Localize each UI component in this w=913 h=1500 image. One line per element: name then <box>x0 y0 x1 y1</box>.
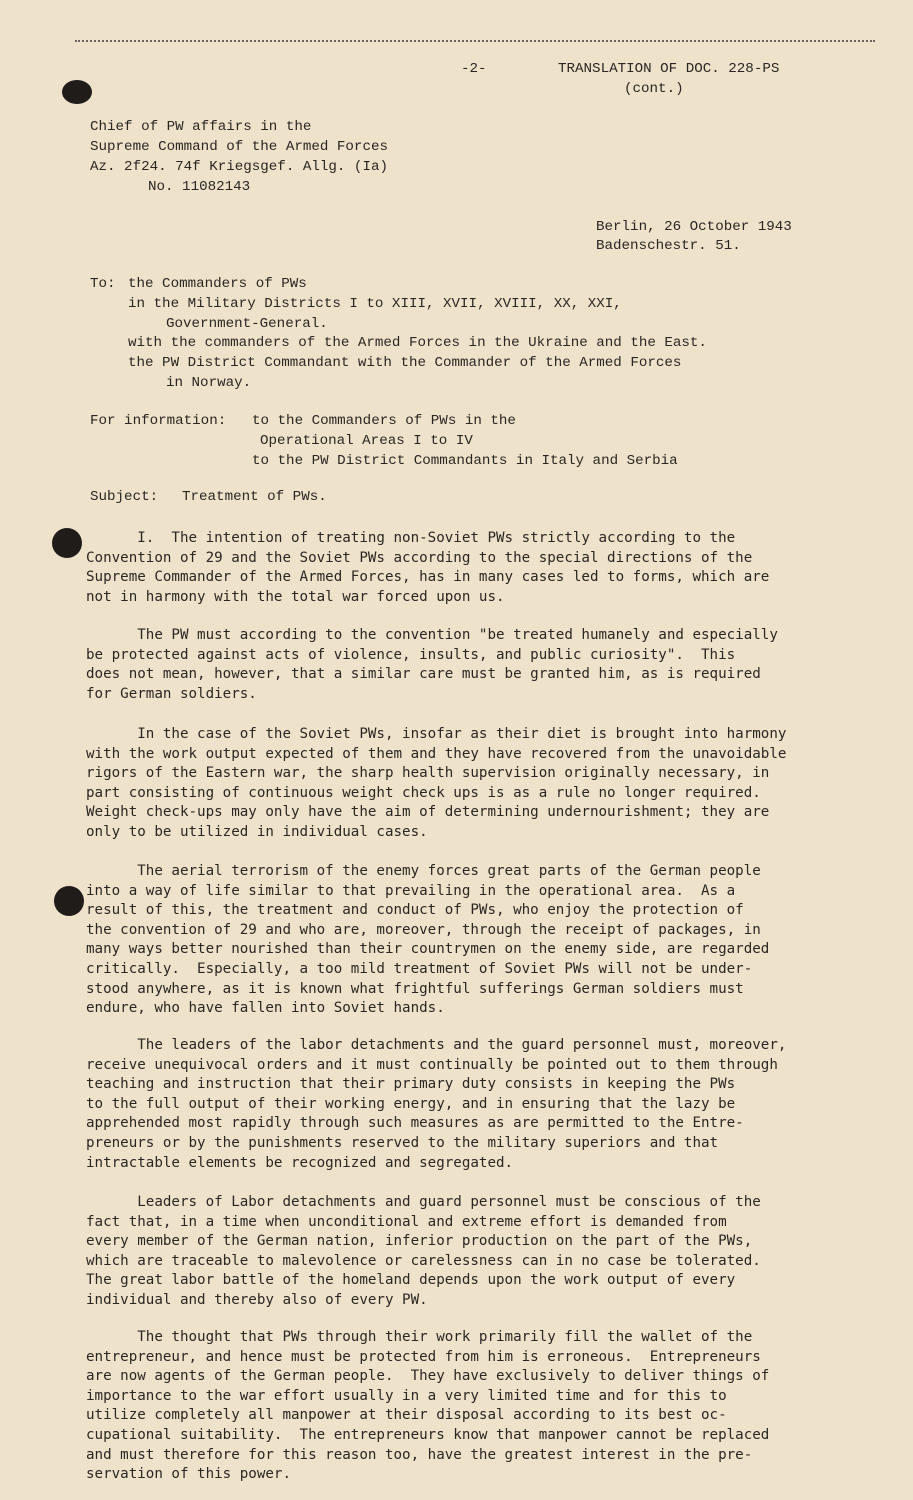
addressee-line-6: in Norway. <box>166 375 252 391</box>
addressee-line-5: the PW District Commandant with the Commander of the Armed Forces <box>128 355 682 371</box>
for-information-label: For information: <box>90 413 227 429</box>
paragraph-2: The PW must according to the convention "be treated humanely and especially be protected against acts of violence, insults, and public curiosity". This does not mean, however, that a similar care must be granted him, as is required for German soldiers. <box>86 627 778 702</box>
sender-line-2: Supreme Command of the Armed Forces <box>90 139 388 155</box>
ink-blot-top <box>62 80 92 104</box>
page-number: -2- <box>461 61 487 77</box>
for-information-line-1: to the Commanders of PWs in the <box>252 413 516 429</box>
document-continued: (cont.) <box>624 81 684 97</box>
paragraph-7: The thought that PWs through their work primarily fill the wallet of the entrepreneur, and hence must be protected from him is erroneous. Entrepreneurs are now agents of the German people. They have exclusively to deliver things of importance to the war effort usually in a very limited time and for this to utilize completely all manpower at their disposal according to its best oc- cupational suitability. The entrepreneurs know that manpower cannot be replaced and must therefore for this reason too, have the greatest interest in the pre- servation of this power. <box>86 1329 770 1483</box>
sender-line-4: No. 11082143 <box>148 179 251 195</box>
sender-line-1: Chief of PW affairs in the <box>90 119 312 135</box>
document-title: TRANSLATION OF DOC. 228-PS <box>558 61 780 77</box>
paragraph-3: In the case of the Soviet PWs, insofar as their diet is brought into harmony with the work output expected of them and they have recovered from the unavoidable rigors of the Eastern war, the sharp health supervision originally necessary, in part consisting of continuous weight check ups is as a rule no longer required. Weight check-ups may only have the aim of determining undernourishment; they are only to be utilized in individual cases. <box>86 726 787 840</box>
for-information-line-3: to the PW District Commandants in Italy and Serbia <box>252 453 678 469</box>
place-date-line-2: Badenschestr. 51. <box>596 238 741 254</box>
punch-hole-lower <box>54 886 84 916</box>
for-information-line-2: Operational Areas I to IV <box>260 433 473 449</box>
paragraph-5: The leaders of the labor detachments and the guard personnel must, moreover, receive unequivocal orders and it must continually be pointed out to them through teaching and instruction that their primary duty consists in keeping the PWs to the full output of their working energy, and in ensuring that the lazy be apprehended most rapidly through such measures as are permitted to the Entre- preneurs or by the punishments reserved to the military superiors and that intractable elements be recognized and segregated. <box>86 1037 787 1171</box>
sender-line-3: Az. 2f24. 74f Kriegsgef. Allg. (Ia) <box>90 159 388 175</box>
addressee-line-3: Government-General. <box>166 316 328 332</box>
addressee-line-4: with the commanders of the Armed Forces in the Ukraine and the East. <box>128 335 707 351</box>
punch-hole-upper <box>52 528 82 558</box>
addressee-line-1: the Commanders of PWs <box>128 276 307 292</box>
subject-label: Subject: <box>90 489 159 505</box>
addressee-line-2: in the Military Districts I to XIII, XVII, XVIII, XX, XXI, <box>128 296 622 312</box>
place-date-line-1: Berlin, 26 October 1943 <box>596 219 792 235</box>
subject-value: Treatment of PWs. <box>182 489 327 505</box>
paragraph-1: I. The intention of treating non-Soviet PWs strictly according to the Convention of 29 and the Soviet PWs according to the special directions of the Supreme Commander of the Armed Forces, has in many cases led to forms, which are not in harmony with the total war forced upon us. <box>86 530 770 605</box>
paragraph-6: Leaders of Labor detachments and guard personnel must be conscious of the fact that, in a time when unconditional and extreme effort is demanded from every member of the German nation, inferior production on the part of the PWs, which are traceable to malevolence or carelessness can in no case be tolerated. The great labor battle of the homeland depends upon the work output of every individual and thereby also of every PW. <box>86 1194 761 1308</box>
paragraph-4: The aerial terrorism of the enemy forces great parts of the German people into a way of life similar to that prevailing in the operational area. As a result of this, the treatment and conduct of PWs, who enjoy the protection of the convention of 29 and who are, moreover, through the receipt of packages, in many ways better nourished than their countrymen on the enemy side, are regarded critically. Especially, a too mild treatment of Soviet PWs will not be under- stood anywhere, as it is known what frightful sufferings German soldiers must endure, who have fallen into Soviet hands. <box>86 863 770 1017</box>
addressees-label: To: <box>90 276 116 292</box>
top-dotted-rule <box>75 40 875 42</box>
